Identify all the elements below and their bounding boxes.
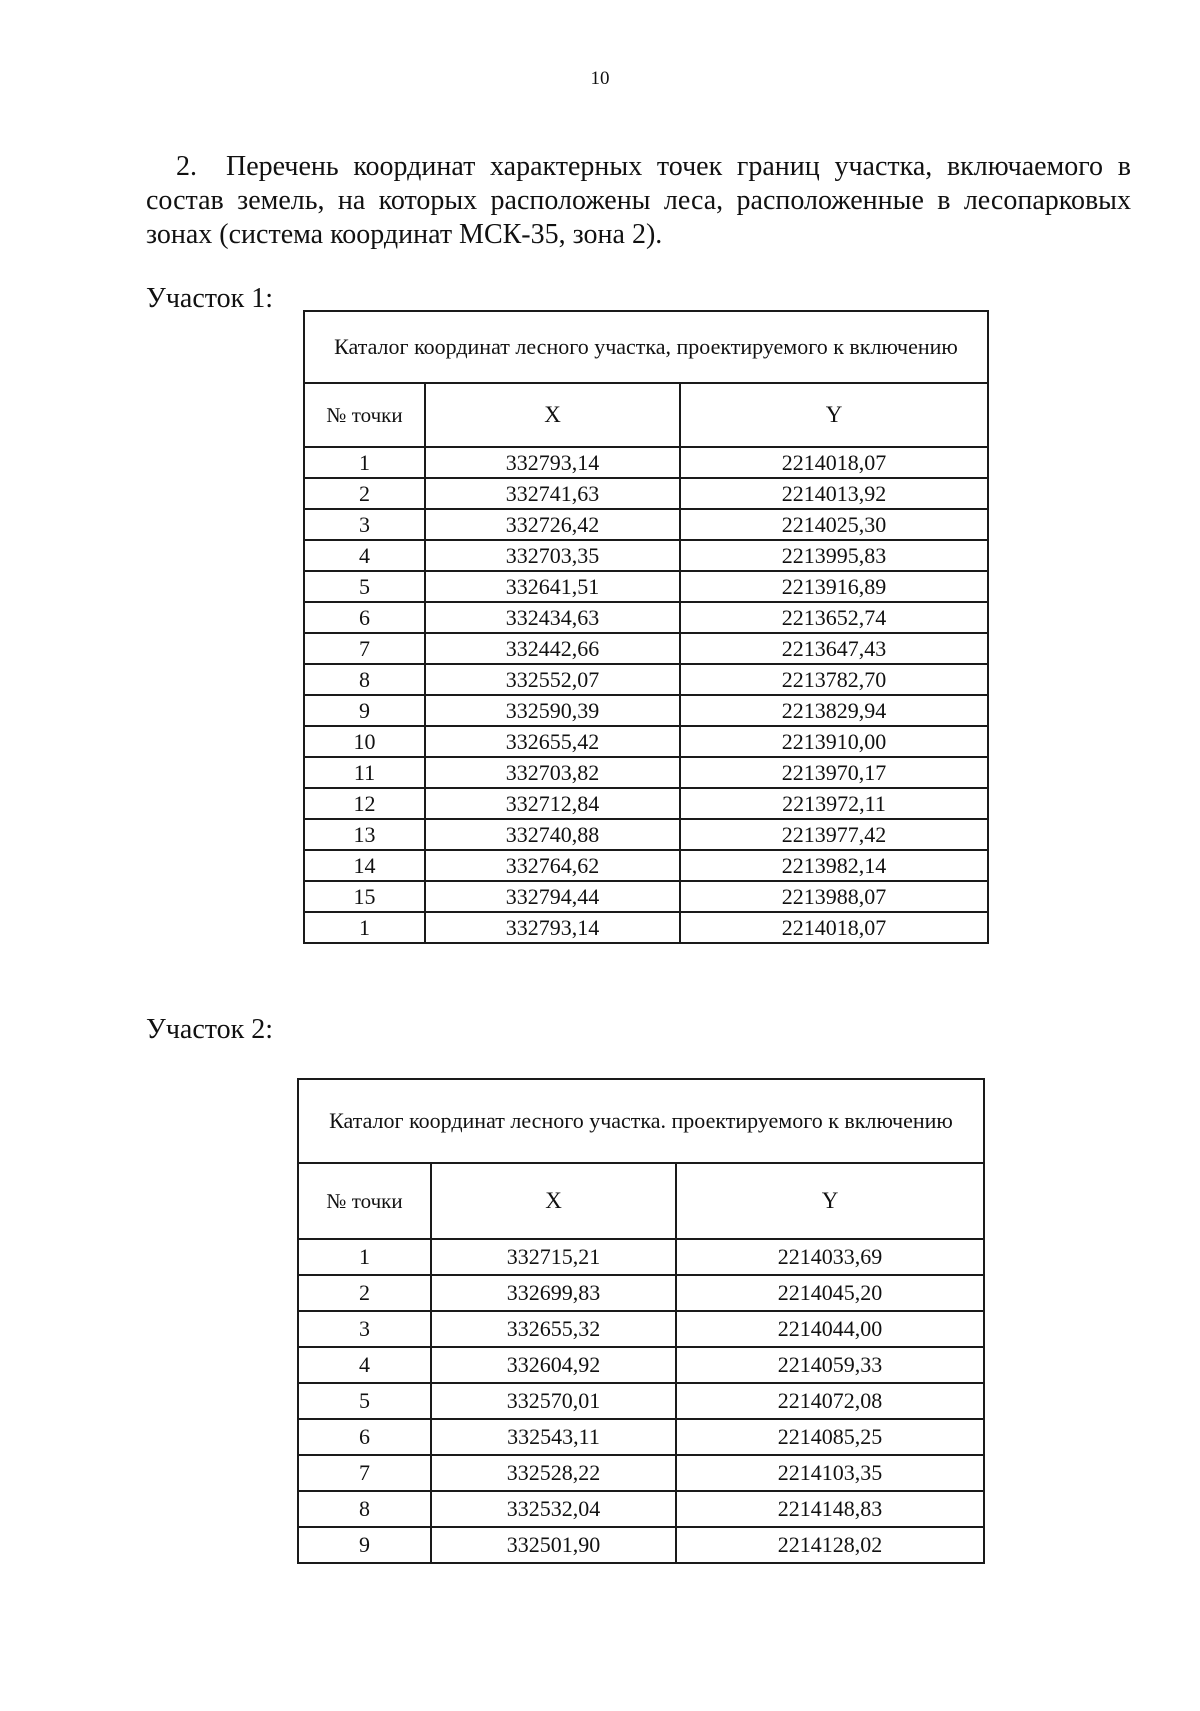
x-coordinate-cell: 332641,51: [425, 571, 680, 602]
plot-2-coordinates-table: [297, 1078, 985, 1564]
point-number-cell: 14: [304, 850, 425, 881]
y-coordinate-cell: 2213782,70: [680, 664, 988, 695]
y-coordinate-cell: 2213829,94: [680, 695, 988, 726]
point-number-cell: 7: [304, 633, 425, 664]
table-row: [304, 540, 988, 571]
x-coordinate-cell: 332590,39: [425, 695, 680, 726]
table-row: [304, 478, 988, 509]
y-coordinate-cell: 2213910,00: [680, 726, 988, 757]
table-row: [304, 571, 988, 602]
column-header-x: X: [425, 383, 680, 447]
x-coordinate-cell: 332655,42: [425, 726, 680, 757]
table-row: [298, 1455, 984, 1491]
column-header-x: X: [431, 1163, 676, 1239]
point-number-cell: 6: [304, 602, 425, 633]
point-number-cell: 1: [304, 447, 425, 478]
point-number-cell: 5: [304, 571, 425, 602]
point-number-cell: 2: [304, 478, 425, 509]
x-coordinate-cell: 332703,35: [425, 540, 680, 571]
table-row: [298, 1383, 984, 1419]
table-row: [304, 664, 988, 695]
y-coordinate-cell: 2214013,92: [680, 478, 988, 509]
y-coordinate-cell: 2213977,42: [680, 819, 988, 850]
plot-1-coordinates-table: [303, 310, 989, 944]
section-number: 2.: [176, 151, 197, 182]
point-number-cell: 11: [304, 757, 425, 788]
table-row: [304, 788, 988, 819]
point-number-cell: 3: [298, 1311, 431, 1347]
y-coordinate-cell: 2213982,14: [680, 850, 988, 881]
x-coordinate-cell: 332655,32: [431, 1311, 676, 1347]
column-header-point-number: № точки: [298, 1163, 431, 1239]
x-coordinate-cell: 332434,63: [425, 602, 680, 633]
x-coordinate-cell: 332604,92: [431, 1347, 676, 1383]
point-number-cell: 15: [304, 881, 425, 912]
table-row: [304, 819, 988, 850]
page-number: 10: [590, 68, 610, 89]
y-coordinate-cell: 2214128,02: [676, 1527, 984, 1563]
x-coordinate-cell: 332501,90: [431, 1527, 676, 1563]
plot-2-table-caption: Каталог координат лесного участка. проектируемого к включению: [298, 1079, 984, 1163]
y-coordinate-cell: 2214025,30: [680, 509, 988, 540]
y-coordinate-cell: 2214072,08: [676, 1383, 984, 1419]
table-row: [304, 602, 988, 633]
point-number-cell: 3: [304, 509, 425, 540]
table-row: [298, 1491, 984, 1527]
x-coordinate-cell: 332764,62: [425, 850, 680, 881]
table-row: [298, 1347, 984, 1383]
y-coordinate-cell: 2214033,69: [676, 1239, 984, 1275]
plot-1-table-caption: Каталог координат лесного участка, проектируемого к включению: [304, 311, 988, 383]
plot-2-label: Участок 2:: [146, 1014, 274, 1045]
x-coordinate-cell: 332528,22: [431, 1455, 676, 1491]
x-coordinate-cell: 332703,82: [425, 757, 680, 788]
point-number-cell: 4: [298, 1347, 431, 1383]
y-coordinate-cell: 2214103,35: [676, 1455, 984, 1491]
point-number-cell: 2: [298, 1275, 431, 1311]
y-coordinate-cell: 2214018,07: [680, 912, 988, 943]
plot-1-label: Участок 1:: [146, 283, 274, 314]
point-number-cell: 9: [304, 695, 425, 726]
table-row: [298, 1239, 984, 1275]
y-coordinate-cell: 2213988,07: [680, 881, 988, 912]
point-number-cell: 9: [298, 1527, 431, 1563]
table-row: [304, 509, 988, 540]
x-coordinate-cell: 332552,07: [425, 664, 680, 695]
section-paragraph: [146, 150, 1131, 252]
point-number-cell: 7: [298, 1455, 431, 1491]
y-coordinate-cell: 2213970,17: [680, 757, 988, 788]
point-number-cell: 13: [304, 819, 425, 850]
x-coordinate-cell: 332543,11: [431, 1419, 676, 1455]
y-coordinate-cell: 2214085,25: [676, 1419, 984, 1455]
point-number-cell: 8: [304, 664, 425, 695]
column-header-y: Y: [680, 383, 988, 447]
point-number-cell: 10: [304, 726, 425, 757]
table-row: [304, 695, 988, 726]
point-number-cell: 8: [298, 1491, 431, 1527]
x-coordinate-cell: 332532,04: [431, 1491, 676, 1527]
table-row: [298, 1527, 984, 1563]
x-coordinate-cell: 332740,88: [425, 819, 680, 850]
y-coordinate-cell: 2213652,74: [680, 602, 988, 633]
table-row: [298, 1275, 984, 1311]
y-coordinate-cell: 2213972,11: [680, 788, 988, 819]
x-coordinate-cell: 332570,01: [431, 1383, 676, 1419]
table-row: [304, 881, 988, 912]
x-coordinate-cell: 332442,66: [425, 633, 680, 664]
y-coordinate-cell: 2214148,83: [676, 1491, 984, 1527]
y-coordinate-cell: 2214018,07: [680, 447, 988, 478]
point-number-cell: 1: [298, 1239, 431, 1275]
point-number-cell: 1: [304, 912, 425, 943]
point-number-cell: 4: [304, 540, 425, 571]
table-row: [304, 757, 988, 788]
table-row: [298, 1311, 984, 1347]
table-row: [304, 726, 988, 757]
table-row: [304, 850, 988, 881]
column-header-y: Y: [676, 1163, 984, 1239]
x-coordinate-cell: 332794,44: [425, 881, 680, 912]
x-coordinate-cell: 332715,21: [431, 1239, 676, 1275]
y-coordinate-cell: 2213995,83: [680, 540, 988, 571]
column-header-point-number: № точки: [304, 383, 425, 447]
x-coordinate-cell: 332793,14: [425, 912, 680, 943]
y-coordinate-cell: 2214044,00: [676, 1311, 984, 1347]
section-text: Перечень координат характерных точек границ участка, включаемого в состав земель, на которых расположены леса, расположенные в лесопарковых зонах (система координат МСК-35, зона 2).: [146, 151, 1131, 250]
point-number-cell: 5: [298, 1383, 431, 1419]
x-coordinate-cell: 332741,63: [425, 478, 680, 509]
table-row: [304, 912, 988, 943]
x-coordinate-cell: 332726,42: [425, 509, 680, 540]
point-number-cell: 6: [298, 1419, 431, 1455]
y-coordinate-cell: 2213916,89: [680, 571, 988, 602]
x-coordinate-cell: 332793,14: [425, 447, 680, 478]
table-row: [304, 447, 988, 478]
y-coordinate-cell: 2214045,20: [676, 1275, 984, 1311]
point-number-cell: 12: [304, 788, 425, 819]
x-coordinate-cell: 332712,84: [425, 788, 680, 819]
y-coordinate-cell: 2214059,33: [676, 1347, 984, 1383]
x-coordinate-cell: 332699,83: [431, 1275, 676, 1311]
table-row: [298, 1419, 984, 1455]
table-row: [304, 633, 988, 664]
y-coordinate-cell: 2213647,43: [680, 633, 988, 664]
